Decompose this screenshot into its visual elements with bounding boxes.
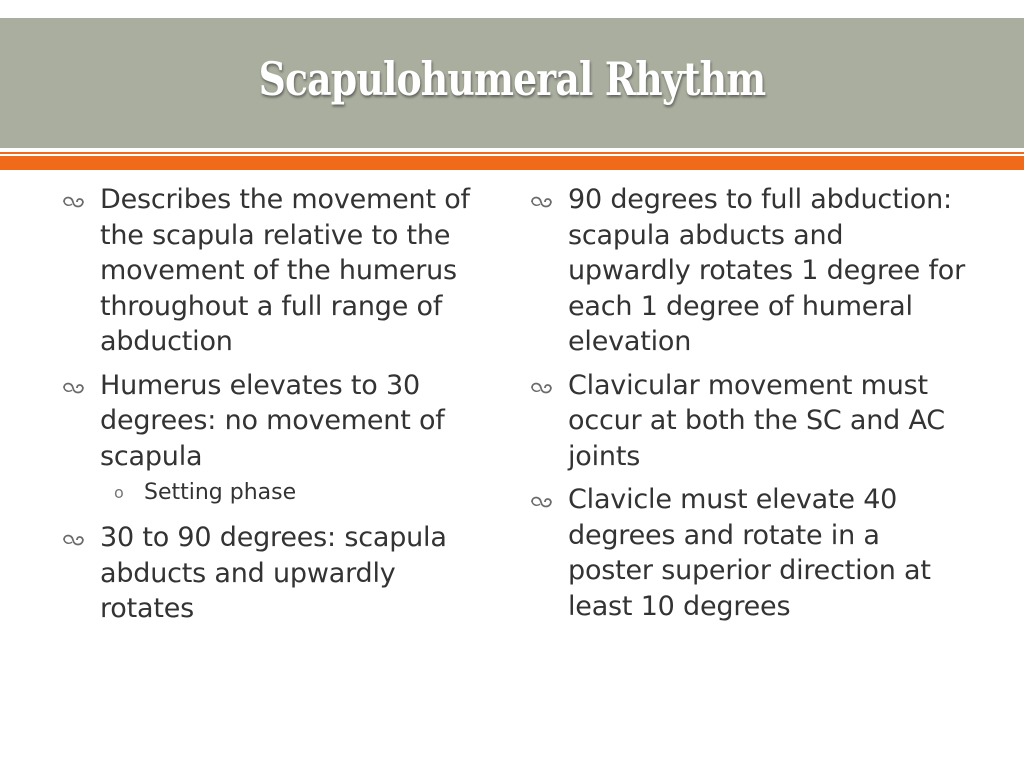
list-item (62, 368, 494, 475)
list-item (62, 182, 494, 360)
list-item-text: Clavicular movement must occur at both the SC and AC joints (568, 369, 945, 472)
list-item-text: 90 degrees to full abduction: scapula abducts and upwardly rotates 1 degree for each 1 degree of humeral elevation (568, 184, 965, 357)
curled-leaf-bullet-icon (530, 368, 568, 395)
list-item (530, 182, 970, 360)
list-item-text: Describes the movement of the scapula relative to the movement of the humerus throughout a full range of abduction (100, 184, 470, 357)
curled-leaf-bullet-icon (62, 520, 100, 547)
accent-rule-thin (0, 152, 1024, 154)
accent-rule-thick (0, 156, 1024, 170)
list-item (530, 482, 970, 624)
curled-leaf-bullet-icon (530, 182, 568, 209)
list-item-text: Clavicle must elevate 40 degrees and rotate in a poster superior direction at least 10 degrees (568, 484, 931, 622)
list-item-text: 30 to 90 degrees: scapula abducts and upwardly rotates (100, 522, 447, 624)
right-column (530, 182, 970, 632)
slide-title: Scapulohumeral Rhythm (258, 52, 766, 106)
title-bar (0, 18, 1024, 148)
sub-list-item (114, 476, 494, 510)
curled-leaf-bullet-icon (62, 368, 100, 395)
left-column (62, 182, 494, 635)
curled-leaf-bullet-icon (530, 482, 568, 509)
list-item (62, 520, 494, 627)
sub-list-item-text: Setting phase (144, 480, 297, 505)
list-item (530, 368, 970, 475)
circle-bullet-icon: o (114, 483, 124, 502)
curled-leaf-bullet-icon (62, 182, 100, 209)
list-item-text: Humerus elevates to 30 degrees: no movement of scapula (100, 369, 445, 472)
